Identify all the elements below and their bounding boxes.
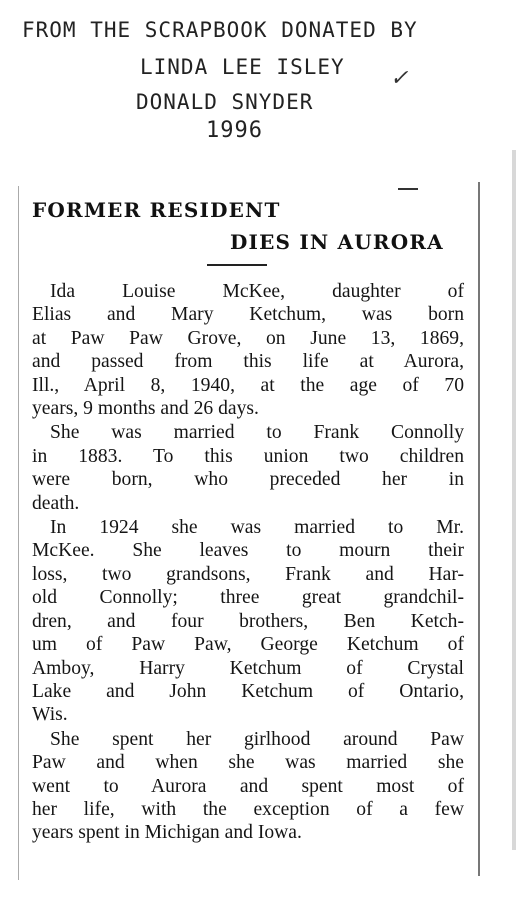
text-line: Paw and when she was married she [32,752,464,774]
text-line: McKee. She leaves to mourn their [32,540,464,562]
text-line: In 1924 she was married to Mr. [50,517,464,539]
header-line-donated-by: FROM THE SCRAPBOOK DONATED BY [22,18,418,42]
text-line: were born, who preceded her in [32,469,464,491]
text-line: death. [32,492,80,514]
header-line-year: 1996 [206,118,263,143]
text-line: She was married to Frank Connolly [50,422,464,444]
text-line: and passed from this life at Aurora, [32,351,464,373]
text-line: old Connolly; three great grandchil- [32,587,464,609]
headline-line-2: DIES IN AURORA [230,230,444,254]
text-line: went to Aurora and spent most of [32,775,464,797]
text-line: Wis. [32,704,68,726]
text-line: her life, with the exception of a few [32,798,464,820]
paragraph-life [32,728,464,845]
text-line: Ida Louise McKee, daughter of [50,281,464,302]
column-rule-left [18,186,19,880]
text-line: Lake and John Ketchum of Ontario, [32,680,464,702]
text-line: She spent her girlhood around Paw [50,728,464,750]
column-dash-mark [398,188,418,190]
text-line: dren, and four brothers, Ben Ketch- [32,610,464,632]
text-line: at Paw Paw Grove, on June 13, 1869, [32,327,464,349]
paragraph-survivors [32,516,464,727]
headline-line-1: FORMER RESIDENT [32,198,281,222]
paragraph-birth [32,280,464,420]
handwritten-mark: ✓ [390,66,410,91]
text-line: Amboy, Harry Ketchum of Crystal [32,657,464,679]
header-line-donor-2: DONALD SNYDER [136,90,314,114]
header-line-donor-1: LINDA LEE ISLEY [140,55,345,79]
text-line: years, 9 months and 26 days. [32,398,259,420]
text-line: loss, two grandsons, Frank and Har- [32,563,464,585]
text-line: Ill., April 8, 1940, at the age of 70 [32,374,464,396]
text-line: Elias and Mary Ketchum, was born [32,304,464,326]
headline-divider [207,264,267,266]
text-line: um of Paw Paw, George Ketchum of [32,634,464,656]
text-line: years spent in Michigan and Iowa. [32,822,302,844]
text-line: in 1883. To this union two children [32,445,464,467]
scan-edge-shadow [512,150,516,850]
paragraph-first-marriage [32,421,464,515]
obituary-body [32,280,464,845]
column-rule-right [478,182,480,876]
